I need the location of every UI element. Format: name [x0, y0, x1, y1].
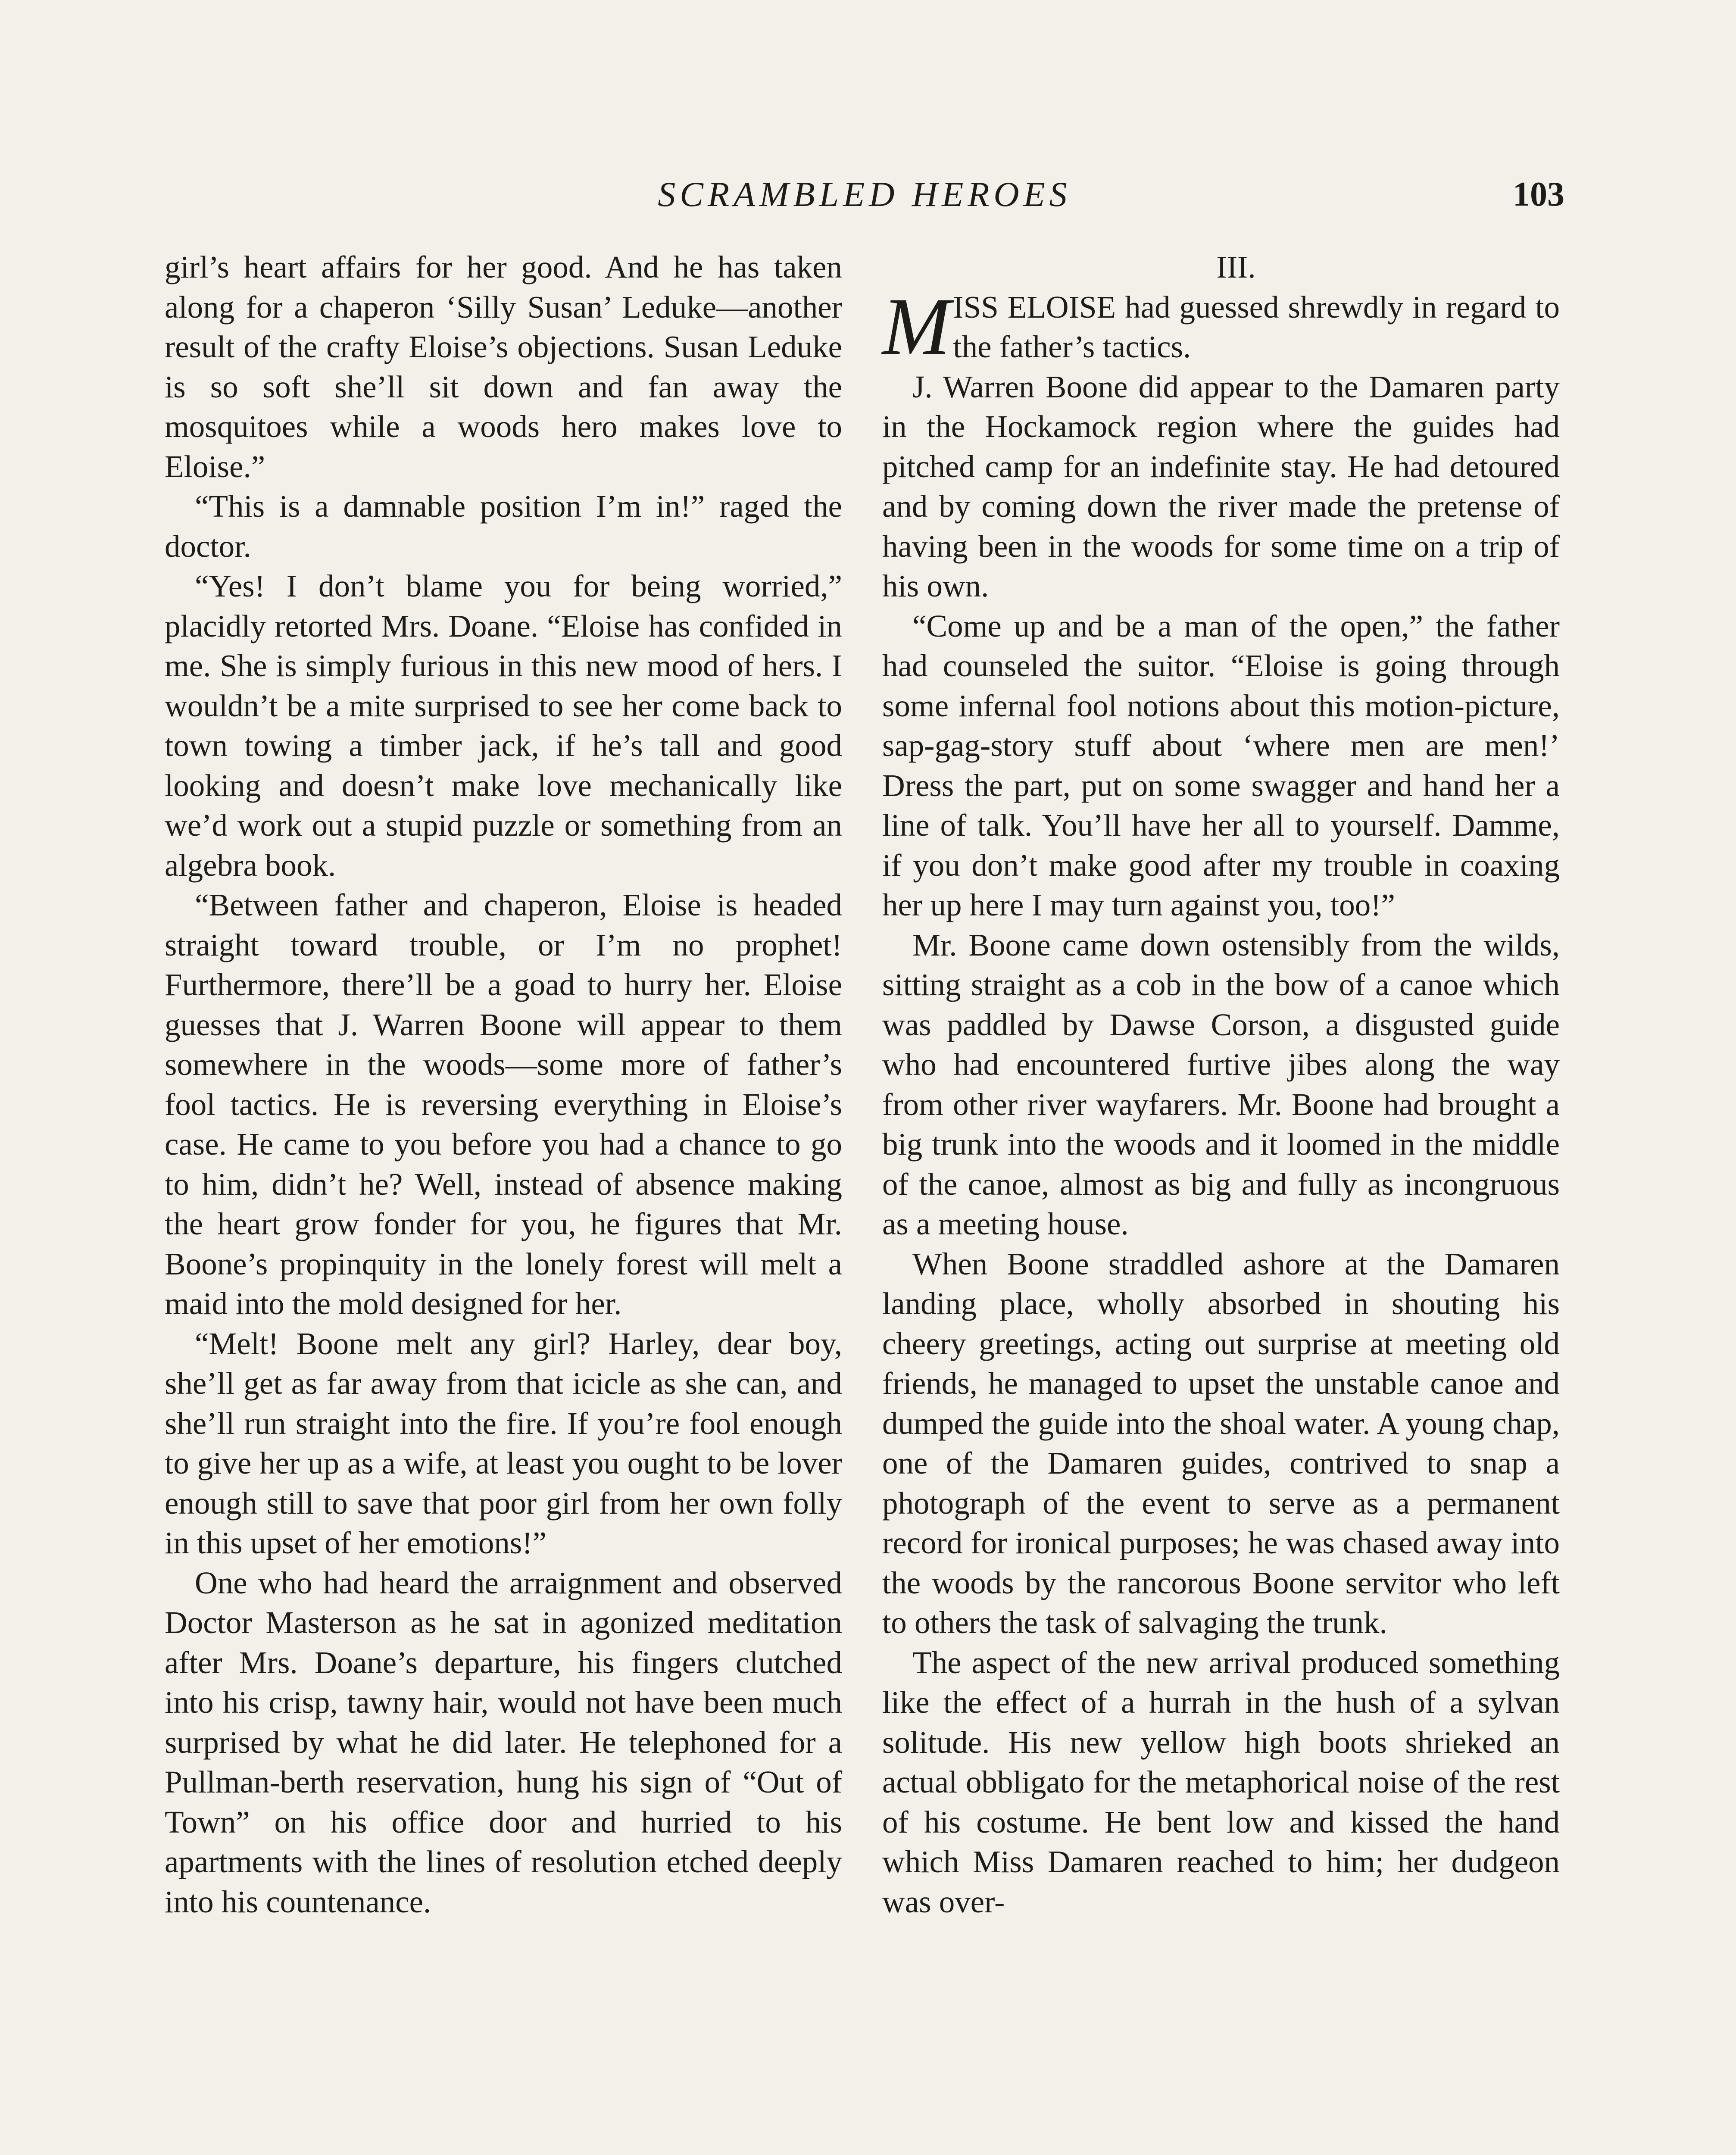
page-number: 103 — [1513, 175, 1564, 213]
paragraph: girl’s heart affairs for her good. And he has taken along for a chaperon ‘Silly Susan’ Leduke—another result of the crafty Eloise’s objections. Susan Leduke is so soft she’ll sit down and fan away the mosquitoes while a woods hero makes love to Eloise.” — [165, 250, 842, 484]
paragraph: When Boone straddled ashore at the Damaren landing place, wholly absorbed in shouting his cheery greetings, acting out surprise at meeting old friends, he managed to upset the unstable canoe and dumped the guide into the shoal water. A young chap, one of the Damaren guides, contrived to snap a photograph of the event to serve as a permanent record for ironical purposes; he was chased away into the woods by the rancorous Boone servitor who left to others the task of salvaging the trunk. — [882, 1246, 1560, 1640]
paragraph: “This is a damnable position I’m in!” raged the doctor. — [165, 489, 842, 564]
opening-paragraph — [882, 281, 1560, 372]
paragraph: “Come up and be a man of the open,” the father had counseled the suitor. “Eloise is going through some infernal fool notions about this motion-picture, sap-gag-story stuff about ‘where men are men!’ Dress the part, put on some swagger and hand her a line of talk. You’ll have her all to yourself. Damme, if you don’t make good after my trouble in coaxing her up here I may turn against you, too!” — [882, 608, 1560, 922]
paragraph: Mr. Boone came down ostensibly from the wilds, sitting straight as a cob in the bow of a canoe which was paddled by Dawse Corson, a disgusted guide who had encountered furtive jibes along the way from other river wayfarers. Mr. Boone had brought a big trunk into the woods and it loomed in the middle of the canoe, almost as big and fully as incongruous as a meeting house. — [882, 927, 1560, 1241]
paragraph: “Melt! Boone melt any girl? Harley, dear boy, she’ll get as far away from that icicle as she can, and she’ll run straight into the fire. If you’re fool enough to give her up as a wife, at least you ought to be lover enough still to save that poor girl from her own folly in this upset of her emotions!” — [165, 1326, 842, 1560]
right-column — [882, 247, 1560, 1922]
section-number: III. — [1216, 250, 1256, 284]
page-header — [165, 166, 1564, 222]
opening-text: ISS ELOISE had guessed shrewdly in regard to the father’s tactics. — [953, 289, 1560, 364]
drop-cap: M — [882, 281, 951, 372]
paragraph: J. Warren Boone did appear to the Damaren party in the Hockamock region where the guides had pitched camp for an indefinite stay. He had detoured and by coming down the river made the pretense of having been in the woods for some time on a trip of his own. — [882, 369, 1560, 603]
paragraph: “Yes! I don’t blame you for being worried,” placidly retorted Mrs. Doane. “Eloise has confided in me. She is simply furious in this new mood of hers. I wouldn’t be a mite surprised to see her come back to town towing a timber jack, if he’s tall and good looking and doesn’t make love mechanically like we’d work out a stupid puzzle or something from an algebra book. — [165, 568, 842, 883]
paragraph: One who had heard the arraignment and observed Doctor Masterson as he sat in agonized meditation after Mrs. Doane’s departure, his fingers clutched into his crisp, tawny hair, would not have been much surprised by what he did later. He telephoned for a Pullman-berth reservation, hung his sign of “Out of Town” on his office door and hurried to his apartments with the lines of resolution etched deeply into his countenance. — [165, 1565, 842, 1919]
left-column — [165, 247, 842, 1922]
running-title: SCRAMBLED HEROES — [658, 175, 1071, 214]
paragraph: The aspect of the new arrival produced something like the effect of a hurrah in the hush of a sylvan solitude. His new yellow high boots shrieked an actual obbligato for the metaphorical noise of the rest of his costume. He bent low and kissed the hand which Miss Damaren reached to him; her dudgeon was over- — [882, 1645, 1560, 1919]
paragraph: “Between father and chaperon, Eloise is headed straight toward trouble, or I’m no prophet! Furthermore, there’ll be a goad to hurry her. Eloise guesses that J. Warren Boone will appear to them somewhere in the woods—some more of father’s fool tactics. He is reversing everything in Eloise’s case. He came to you before you had a chance to go to him, didn’t he? Well, instead of absence making the heart grow fonder for you, he figures that Mr. Boone’s propinquity in the lonely forest will melt a maid into the mold designed for her. — [165, 887, 842, 1321]
